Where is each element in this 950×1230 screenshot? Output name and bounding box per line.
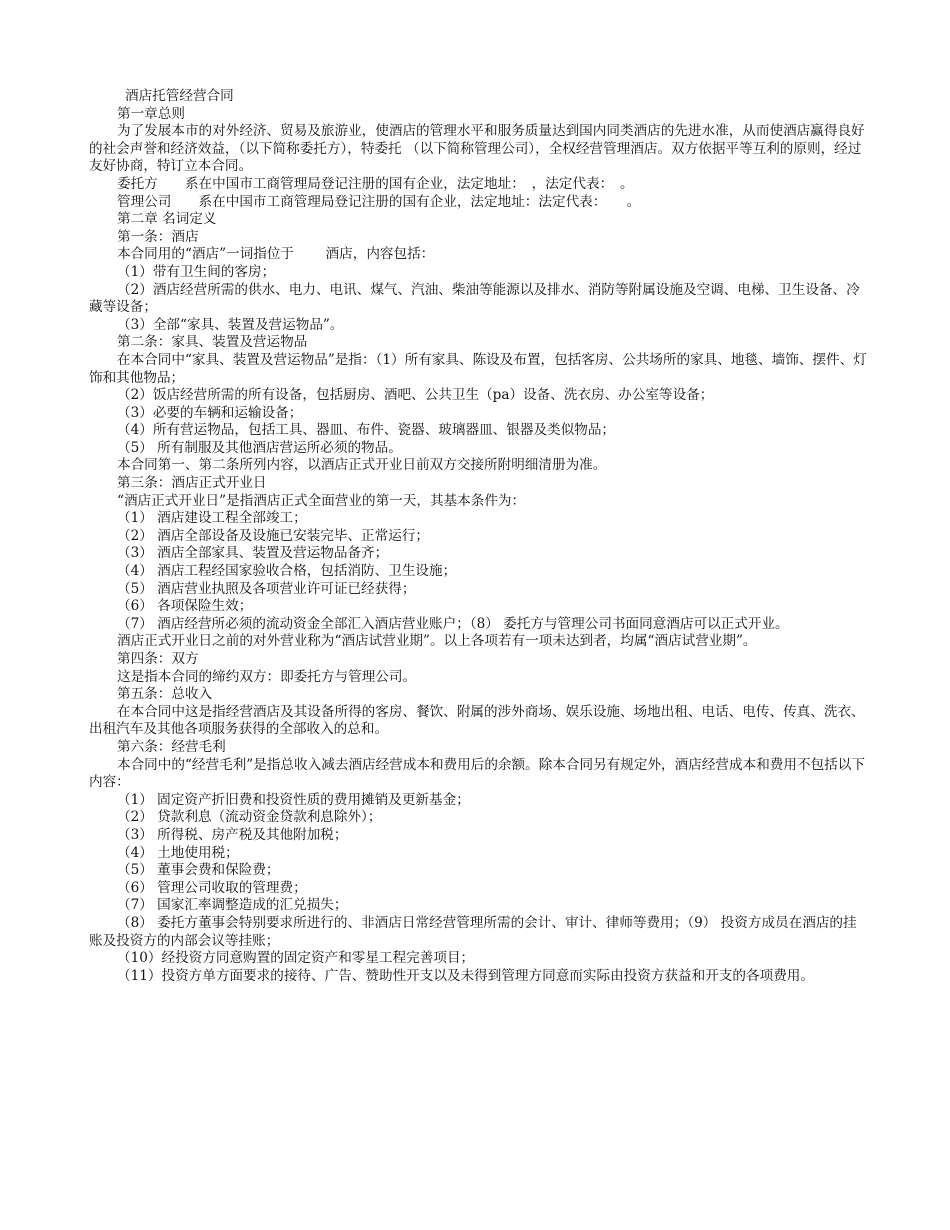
list-item: （4） 土地使用税； xyxy=(117,844,239,861)
paragraph: 委托方 系在中国市工商管理局登记注册的国有企业，法定地址： ，法定代表： 。 xyxy=(117,175,634,192)
chapter-heading: 第二章 名词定义 xyxy=(117,211,217,228)
paragraph: 本合同第一、第二条所列内容，以酒店正式开业日前双方交接所附明细清册为准。 xyxy=(117,457,607,474)
article-heading: 第五条：总收入 xyxy=(117,686,213,703)
list-item: （5） 董事会费和保险费； xyxy=(117,862,280,879)
chapter-heading: 第一章总则 xyxy=(117,105,185,122)
list-item: （6） 各项保险生效； xyxy=(117,598,253,615)
list-item: （5） 所有制服及其他酒店营运所必须的物品。 xyxy=(117,439,402,456)
article-heading: 第六条：经营毛利 xyxy=(117,738,226,755)
paragraph: “酒店正式开业日”是指酒店正式全面营业的第一天，其基本条件为： xyxy=(117,492,526,509)
list-item: （5） 酒店营业执照及各项营业许可证已经获得； xyxy=(117,580,416,597)
paragraph: 酒店正式开业日之前的对外营业称为“酒店试营业期”。以上各项若有一项未达到者，均属“酒店试营业期”。 xyxy=(117,633,757,650)
list-item: （7） 酒店经营所必须的流动资金全部汇入酒店营业账户；（8） 委托方与管理公司书面同意酒店可以正式开业。 xyxy=(117,615,789,632)
list-item: （2） 贷款利息（流动资金贷款利息除外）； xyxy=(117,809,382,826)
list-item: （1）带有卫生间的客房； xyxy=(117,263,276,280)
paragraph: 这是指本合同的缔约双方：即委托方与管理公司。 xyxy=(117,668,417,685)
list-item: （8） 委托方董事会特别要求所进行的、非酒店日常经营管理所需的会计、审计、律师等费用；（9） 投资方成员在酒店的挂账及投资方的内部会议等挂账； xyxy=(89,914,857,949)
paragraph: 管理公司 系在中国市工商管理局登记注册的国有企业，法定地址：法定代表： 。 xyxy=(117,193,641,210)
paragraph: 本合同用的“酒店”一词指位于 酒店，内容包括： xyxy=(117,246,435,263)
list-item: （2）饭店经营所需的所有设备，包括厨房、酒吧、公共卫生（pa）设备、洗衣房、办公室等设备； xyxy=(117,387,714,404)
list-item: （7） 国家汇率调整造成的汇兑损失； xyxy=(117,897,348,914)
list-item: （6） 管理公司收取的管理费； xyxy=(117,879,307,896)
list-item: （10）经投资方同意购置的固定资产和零星工程完善项目； xyxy=(117,950,475,967)
article-heading: 第一条：酒店 xyxy=(117,228,199,245)
list-item: （1） 固定资产折旧费和投资性质的费用摊销及更新基金； xyxy=(117,791,470,808)
paragraph: 在本合同中这是指经营酒店及其设备所得的客房、餐饮、附属的涉外商场、娱乐设施、场地出租、电话、电传、传真、洗衣、出租汽车及其他各项服务获得的全部收入的总和。 xyxy=(89,703,865,738)
list-item: （2） 酒店全部设备及设施已安装完毕、正常运行； xyxy=(117,527,430,544)
list-item: （4） 酒店工程经国家验收合格，包括消防、卫生设施； xyxy=(117,563,457,580)
list-item: （1） 酒店建设工程全部竣工； xyxy=(117,510,307,527)
list-item: （3） 酒店全部家具、装置及营运物品备齐； xyxy=(117,545,389,562)
document-title: 酒店托管经营合同 xyxy=(125,88,234,104)
article-heading: 第二条：家具、装置及营运物品 xyxy=(117,334,308,351)
list-item: （3） 所得税、房产税及其他附加税； xyxy=(117,826,348,843)
list-item: （4）所有营运物品，包括工具、器皿、布件、瓷器、玻璃器皿、银器及类似物品； xyxy=(117,422,616,439)
article-heading: 第三条：酒店正式开业日 xyxy=(117,475,267,492)
paragraph: 在本合同中“家具、装置及营运物品”是指：（1）所有家具、陈设及布置，包括客房、公共场所的家具、地毯、墙饰、摆件、灯饰和其他物品； xyxy=(89,351,867,386)
article-heading: 第四条：双方 xyxy=(117,651,199,667)
paragraph: 本合同中的“经营毛利”是指总收入减去酒店经营成本和费用后的余额。除本合同另有规定外，酒店经营成本和费用不包括以下内容： xyxy=(89,756,865,791)
list-item: （11）投资方单方面要求的接待、广告、赞助性开支以及未得到管理方同意而实际由投资方获益和开支的各项费用。 xyxy=(117,967,814,984)
paragraph: 为了发展本市的对外经济、贸易及旅游业，使酒店的管理水平和服务质量达到国内同类酒店的先进水准，从而使酒店赢得良好的社会声誉和经济效益，（以下简称委托方），特委托 （以下简称管理公司），全权经营管理酒店。双方依据平等互利的原则，经过友好协商，特订立本合同。 xyxy=(89,123,865,175)
list-item: （2）酒店经营所需的供水、电力、电讯、煤气、汽油、柴油等能源以及排水、消防等附属设施及空调、电梯、卫生设备、冷藏等设备； xyxy=(89,281,860,316)
list-item: （3）全部“家具、装置及营运物品”。 xyxy=(117,316,344,333)
list-item: （3）必要的车辆和运输设备； xyxy=(117,404,303,421)
document-page xyxy=(89,88,869,985)
